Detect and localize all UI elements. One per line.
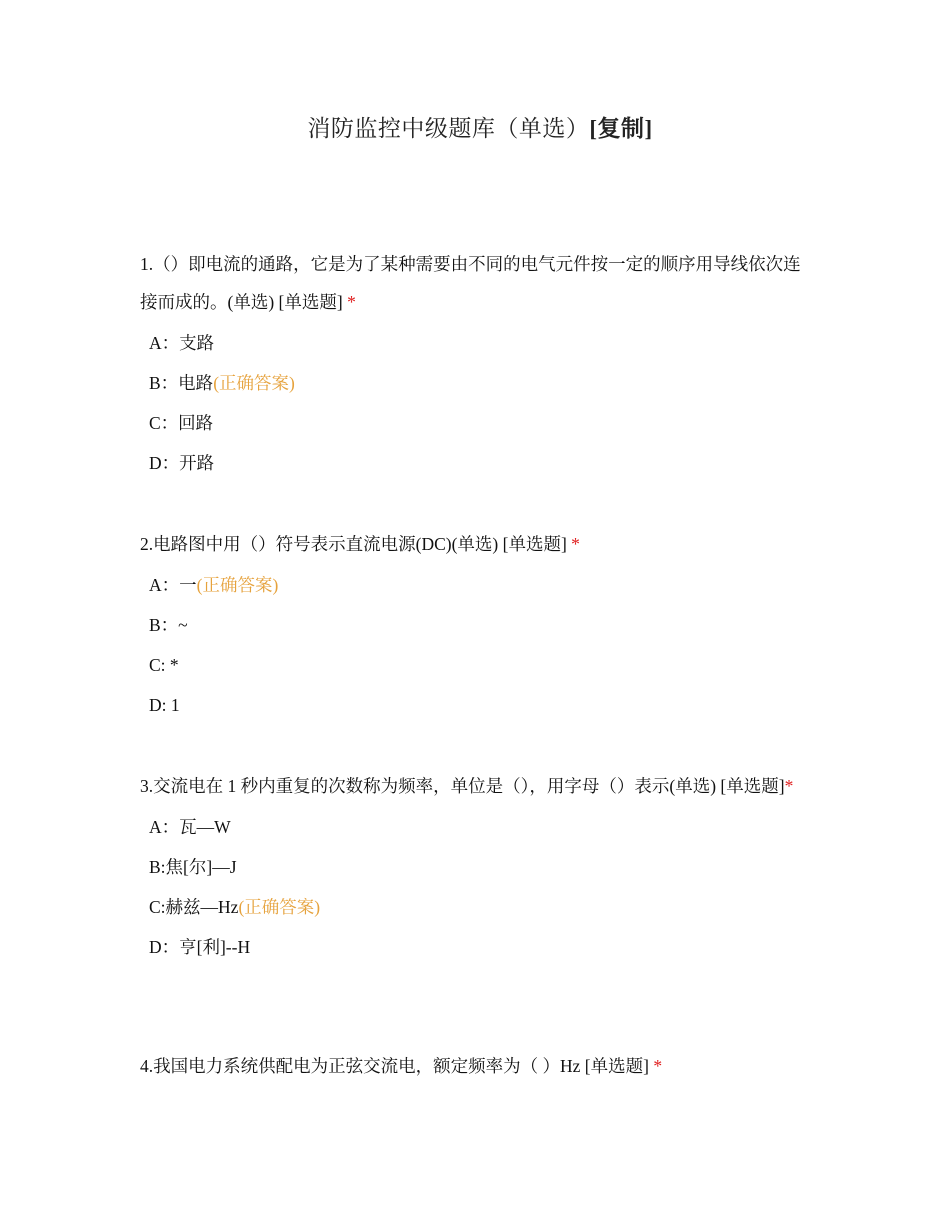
option-d — [149, 927, 812, 967]
option-a — [149, 565, 812, 605]
option-text: B：电路 — [149, 373, 214, 393]
question-2-options — [140, 565, 812, 725]
correct-answer-label: (正确答案) — [238, 897, 321, 917]
option-text: B:焦[尔]—J — [149, 857, 237, 877]
required-mark: * — [347, 292, 356, 312]
option-text: D：亨[利]--H — [149, 937, 251, 957]
question-2 — [140, 525, 812, 725]
option-text: B：~ — [149, 615, 188, 635]
option-c — [149, 403, 812, 443]
option-a — [149, 323, 812, 363]
option-b — [149, 363, 812, 403]
question-3 — [140, 767, 812, 967]
title-main: 消防监控中级题库（单选） — [307, 116, 590, 141]
option-text: A：支路 — [149, 333, 215, 353]
title-suffix: [复制] — [589, 116, 653, 141]
question-4 — [140, 1047, 812, 1085]
option-c — [149, 645, 812, 685]
required-mark: * — [653, 1056, 663, 1076]
option-a — [149, 807, 812, 847]
question-3-text — [140, 767, 812, 805]
option-text: C: * — [149, 655, 179, 675]
required-mark: * — [784, 776, 794, 796]
option-b — [149, 847, 812, 887]
question-3-options — [140, 807, 812, 967]
option-text: C:赫兹—Hz — [149, 897, 239, 917]
question-text: 3.交流电在 1 秒内重复的次数称为频率，单位是（），用字母（）表示(单选) [单选题] — [140, 776, 785, 796]
option-c — [149, 887, 812, 927]
option-d — [149, 443, 812, 483]
question-text: 1.（）即电流的通路，它是为了某种需要由不同的电气元件按一定的顺序用导线依次连接而成的。(单选) [单选题] — [140, 254, 801, 312]
option-text: A：一 — [149, 575, 197, 595]
question-4-text — [140, 1047, 812, 1085]
option-text: A：瓦—W — [149, 817, 231, 837]
option-b — [149, 605, 812, 645]
question-text: 2.电路图中用（）符号表示直流电源(DC)(单选) [单选题] — [140, 534, 567, 554]
correct-answer-label: (正确答案) — [196, 575, 279, 595]
correct-answer-label: (正确答案) — [213, 373, 295, 393]
option-d — [149, 685, 812, 725]
question-1-text — [140, 245, 812, 321]
question-2-text — [140, 525, 812, 563]
required-mark: * — [571, 534, 580, 554]
question-1 — [140, 245, 812, 483]
page-title — [0, 110, 950, 143]
option-text: D: 1 — [149, 695, 180, 715]
question-text: 4.我国电力系统供配电为正弦交流电，额定频率为（ ）Hz [单选题] — [140, 1056, 649, 1076]
question-1-options — [140, 323, 812, 483]
option-text: D：开路 — [149, 453, 215, 473]
option-text: C：回路 — [149, 413, 214, 433]
